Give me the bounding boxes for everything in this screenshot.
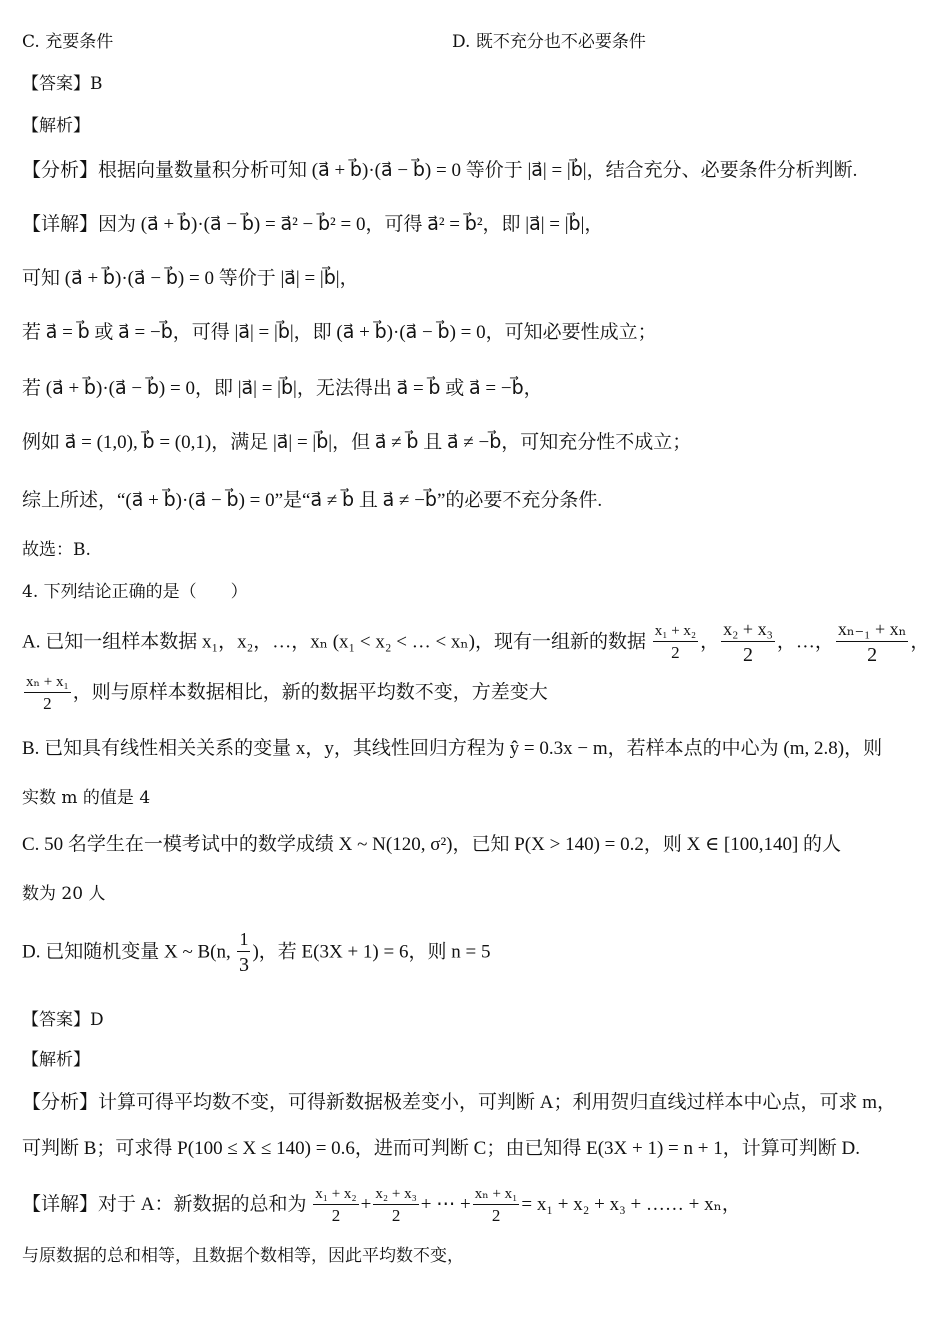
fraction-one-third: [237, 930, 250, 976]
separator-3: ，: [910, 631, 929, 653]
option-b-line-2: 实数 m 的值是 4: [22, 788, 151, 808]
fraction-3-numerator: xₙ₋₁ + xₙ: [836, 620, 909, 642]
fraction-3-denominator: 2: [867, 643, 878, 666]
solution-a-line-1: [22, 1186, 741, 1225]
fraction-sum-1: [313, 1186, 358, 1225]
plus-sign: +: [360, 1193, 372, 1215]
ellipsis-plus: + ⋯ +: [420, 1193, 471, 1215]
fraction-sum-2-denominator: 2: [391, 1205, 401, 1225]
option-c-text: C. 充要条件: [22, 32, 114, 52]
fraction-sum-2-numerator: x₂ + x₃: [373, 1186, 418, 1205]
separator-2: ，…，: [776, 631, 834, 653]
fraction-sum-1-numerator: x₁ + x₂: [313, 1186, 358, 1205]
fraction-one-third-numerator: 1: [237, 930, 250, 952]
option-b-line-1: B. 已知具有线性相关关系的变量 x，y，其线性回归方程为 ŷ = 0.3x − m，若样本点的中心为 (m, 2.8)，则: [22, 738, 883, 759]
fraction-3: [836, 620, 909, 666]
fraction-4-numerator: xₙ + x₁: [24, 674, 71, 693]
option-c-line-1: C. 50 名学生在一模考试中的数学成绩 X ~ N(120, σ²)，已知 P(X > 140) = 0.2，则 X ∈ [100,140] 的人: [22, 834, 842, 855]
option-d-rest: )，若 E(3X + 1) = 6，则 n = 5: [252, 941, 491, 963]
option-c-line-2: 数为 20 人: [22, 884, 106, 904]
analysis-summary-2-line-2: 可判断 B；可求得 P(100 ≤ X ≤ 140) = 0.6，进而可判断 C；由已知得 E(3X + 1) = n + 1，计算可判断 D.: [22, 1138, 860, 1159]
fraction-2-denominator: 2: [743, 643, 753, 666]
sum-result: = x₁ + x₂ + x₃ + …… + xₙ，: [521, 1193, 741, 1215]
solution-line-2: 可知 (a⃗ + b⃗)·(a⃗ − b⃗) = 0 等价于 |a⃗| = |b⃗|，: [22, 268, 359, 289]
solution-line-1: 【详解】因为 (a⃗ + b⃗)·(a⃗ − b⃗) = a⃗² − b⃗² = 0，可得 a⃗² = b⃗²，即 |a⃗| = |b⃗|，: [22, 214, 604, 235]
solution-a-intro: 【详解】对于 A：新数据的总和为: [22, 1193, 307, 1215]
option-a-line-2: [22, 674, 548, 713]
answer-label: 【答案】B: [22, 74, 103, 94]
solution-line-4: 若 (a⃗ + b⃗)·(a⃗ − b⃗) = 0，即 |a⃗| = |b⃗|，无法得出 a⃗ = b⃗ 或 a⃗ = −b⃗，: [22, 378, 543, 399]
fraction-4: [24, 674, 71, 713]
analysis-summary-2-line-1: 【分析】计算可得平均数不变，可得新数据极差变小，可判断 A；利用贺归直线过样本中心点，可求 m，: [22, 1092, 897, 1113]
solution-conclusion: 综上所述，“(a⃗ + b⃗)·(a⃗ − b⃗) = 0”是“a⃗ ≠ b⃗ 且 a⃗ ≠ −b⃗”的必要不充分条件.: [22, 490, 603, 511]
answer-label-2: 【答案】D: [22, 1010, 104, 1030]
analysis-label: 【解析】: [22, 116, 90, 136]
option-d-text: D. 既不充分也不必要条件: [452, 32, 646, 52]
fraction-one-third-denominator: 3: [238, 953, 249, 976]
choice-line: 故选：B.: [22, 540, 91, 560]
fraction-4-denominator: 2: [43, 693, 52, 713]
option-a-line-1: [22, 620, 929, 666]
fraction-2: [721, 620, 775, 666]
option-a-intro: A. 已知一组样本数据 x₁，x₂，…，xₙ (x₁ < x₂ < … < xₙ)，现有一组新的数据: [22, 631, 646, 653]
solution-line-5: 例如 a⃗ = (1,0), b⃗ = (0,1)，满足 |a⃗| = |b⃗|，但 a⃗ ≠ b⃗ 且 a⃗ ≠ −b⃗，可知充分性不成立；: [22, 432, 692, 453]
fraction-sum-3: [473, 1186, 520, 1225]
question-4-title: 4. 下列结论正确的是（ ）: [22, 582, 248, 602]
analysis-label-2: 【解析】: [22, 1050, 90, 1070]
fraction-sum-3-denominator: 2: [491, 1205, 501, 1225]
analysis-summary: 【分析】根据向量数量积分析可知 (a⃗ + b⃗)·(a⃗ − b⃗) = 0 等价于 |a⃗| = |b⃗|，结合充分、必要条件分析判断.: [22, 160, 858, 181]
option-a-conclusion: ，则与原样本数据相比，新的数据平均数不变，方差变大: [72, 681, 548, 703]
fraction-1-numerator: x₁ + x₂: [653, 623, 698, 642]
fraction-1: [653, 623, 698, 662]
option-d-intro: D. 已知随机变量 X ~ B(n,: [22, 941, 236, 963]
solution-a-line-2: 与原数据的总和相等，且数据个数相等，因此平均数不变，: [22, 1246, 464, 1266]
solution-line-3: 若 a⃗ = b⃗ 或 a⃗ = −b⃗，可得 |a⃗| = |b⃗|，即 (a⃗ + b⃗)·(a⃗ − b⃗) = 0，可知必要性成立；: [22, 322, 657, 343]
fraction-1-denominator: 2: [671, 642, 680, 662]
fraction-sum-1-denominator: 2: [331, 1205, 341, 1225]
option-d-line: [22, 930, 490, 976]
separator-1: ，: [700, 631, 720, 653]
fraction-2-numerator: x₂ + x₃: [721, 620, 775, 642]
fraction-sum-3-numerator: xₙ + x₁: [473, 1186, 520, 1205]
fraction-sum-2: [373, 1186, 418, 1225]
